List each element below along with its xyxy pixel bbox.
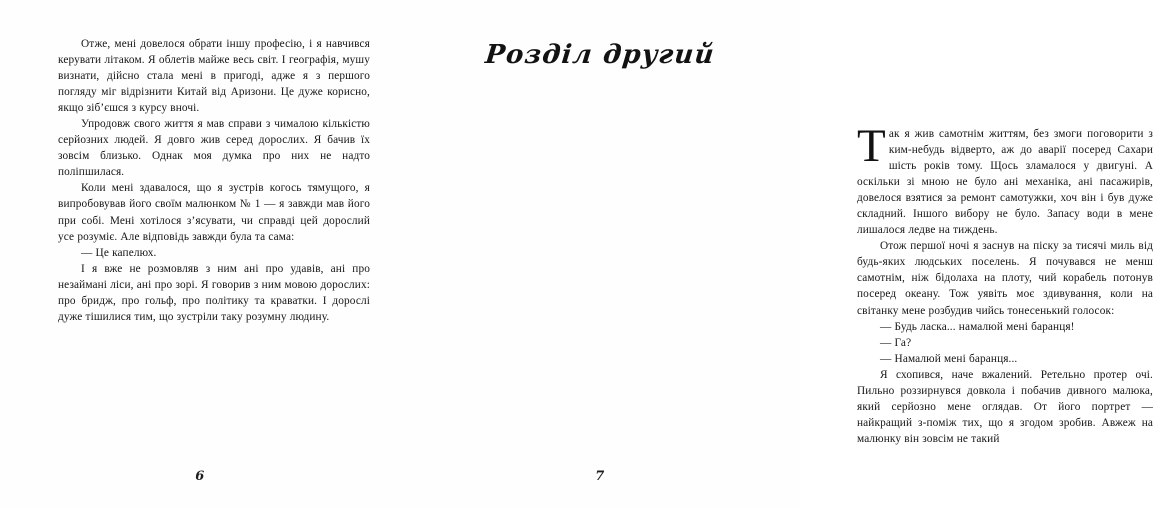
chapter-title: Розділ другий bbox=[483, 40, 717, 70]
left-page bbox=[0, 0, 400, 508]
paragraph: Упродовж свого життя я мав справи з чималою кількістю серйозних людей. Я довго жив серед дорослих. Я бачив їх зовсім близько. Однак моя думка про них не надто поліпшилася. bbox=[58, 118, 370, 179]
paragraph: Отож першої ночі я заснув на піску за тисячі миль від будь-яких людських поселень. Я почувався не менш самотнім, ніж бідолаха на плоту, чий корабель потонув посеред океану. Тож уявіть моє здивування, коли на світанку мене розбудив чийсь тонесенький голосок: bbox=[857, 240, 1153, 317]
dialogue-line: — Будь ласка... намалюй мені баранця! bbox=[880, 320, 1075, 333]
left-page-number: 6 bbox=[195, 469, 205, 484]
paragraph: Коли мені здавалося, що я зустрів когось тямущого, я випробовував його своїм малюнком № 1 — я завжди мав його при собі. Мені хотілося з’ясувати, чи справді цей дорослий усе розуміє. Але відповідь завжди була та сама: bbox=[58, 182, 370, 243]
right-page bbox=[400, 0, 1153, 508]
paragraph: І я вже не розмовляв з ним ані про удавів, ані про незаймані ліси, ані про зорі. Я говорив з ним мовою дорослих: про бридж, про гольф, про політику та краватки. І дорослі дуже тішилися тим, що зустріли таку розумну людину. bbox=[58, 262, 370, 323]
right-page-textblock bbox=[857, 120, 1153, 447]
right-page-number: 7 bbox=[595, 469, 605, 484]
drop-cap-letter: Т bbox=[857, 120, 886, 172]
dialogue-line: — Це капелюх. bbox=[81, 246, 157, 259]
paragraph: Отже, мені довелося обрати іншу професію, і я навчився керувати літаком. Я облетів майже весь світ. І географія, мушу визнати, дійсно стала мені в пригоді, адже я з першого погляду міг відрізнити Китай від Аризони. Це дуже корисно, якщо зіб’єшся з курсу вночі. bbox=[58, 38, 370, 115]
dialogue-line: — Намалюй мені баранця... bbox=[880, 352, 1018, 365]
dialogue-line: — Га? bbox=[880, 336, 912, 349]
paragraph: Я схопився, наче вжалений. Ретельно протер очі. Пильно роззирнувся довкола і побачив дивного малюка, який серйозно мене оглядав. От його портрет — найкращий з-поміж тих, що я згодом зробив. Авжеж на малюнку він зовсім не такий bbox=[857, 368, 1153, 445]
left-page-textblock bbox=[58, 36, 370, 325]
dropcap-paragraph: Так я жив самотнім життям, без змоги поговорити з ким-небудь відверто, аж до аварії посеред Сахари шість років тому. Щось зламалося у двигуні. А оскільки зі мною не було ані механіка, ані пасажирів, довелося взятися за ремонт самотужки, хоч він і був дуже складний. Іншого вибору не було. Запасу води в мене лишалося ледве на тиждень. bbox=[857, 120, 1153, 237]
